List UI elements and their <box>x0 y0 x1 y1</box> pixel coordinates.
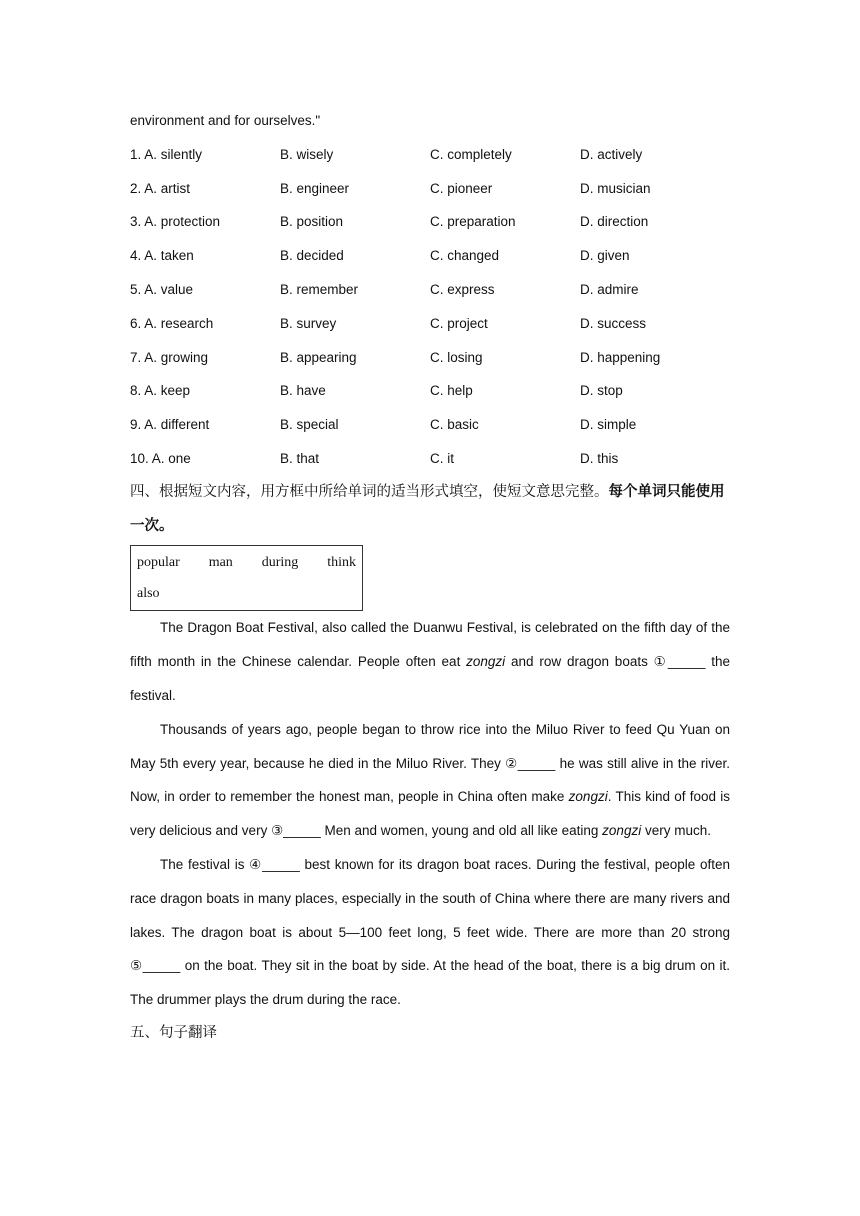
option-b[interactable]: B. decided <box>280 248 344 264</box>
option-a[interactable]: 9. A. different <box>130 417 210 433</box>
option-d[interactable]: D. happening <box>580 349 661 365</box>
option-b[interactable]: B. engineer <box>280 180 350 196</box>
option-b[interactable]: B. position <box>280 214 344 230</box>
option-row <box>130 138 730 172</box>
option-d[interactable]: D. this <box>580 450 619 466</box>
option-c[interactable]: C. pioneer <box>430 180 493 196</box>
option-a[interactable]: 5. A. value <box>130 281 194 297</box>
option-c[interactable]: C. express <box>430 281 495 297</box>
section4-instruction: 四、根据短文内容，用方框中所给单词的适当形式填空，使短文意思完整。 <box>130 483 609 500</box>
option-row <box>130 273 730 307</box>
option-d[interactable]: D. musician <box>580 180 651 196</box>
blank-5[interactable]: ⑤_____ <box>130 958 181 974</box>
blank-4[interactable]: ④_____ <box>249 856 300 872</box>
option-row <box>130 172 730 206</box>
option-a[interactable]: 6. A. research <box>130 315 214 331</box>
option-a[interactable]: 7. A. growing <box>130 349 209 365</box>
option-d[interactable]: D. actively <box>580 146 643 162</box>
document-page <box>130 104 730 1051</box>
option-d[interactable]: D. success <box>580 315 647 331</box>
option-c[interactable]: C. project <box>430 315 488 331</box>
option-a[interactable]: 1. A. silently <box>130 146 203 162</box>
option-a[interactable]: 10. A. one <box>130 450 191 466</box>
option-b[interactable]: B. survey <box>280 315 337 331</box>
passage-paragraph-3: The festival is ④_____ best known for its dragon boat races. During the festival, people often race dragon boats in many places, especially in the south of China where there are many rivers and lakes. The dragon boat is about 5—100 feet long, 5 feet wide. There are more than 20 strong ⑤_____ on the boat. They sit in the boat by side. At the head of the boat, there is a big drum on it. The drummer plays the drum during the race. <box>130 856 730 1008</box>
word-item: man <box>208 555 233 571</box>
option-row <box>130 374 730 408</box>
option-d[interactable]: D. admire <box>580 281 639 297</box>
passage-paragraph-2: Thousands of years ago, people began to throw rice into the Miluo River to feed Qu Yuan on May 5th every year, because he died in the Miluo River. They ②_____ he was still alive in the river. Now, in order to remember the honest man, people in China often make zongzi. This kind of food is very delicious and very ③_____ Men and women, young and old all like eating zongzi very much. <box>130 721 730 839</box>
blank-3[interactable]: ③_____ <box>271 823 321 839</box>
option-row <box>130 408 730 442</box>
passage-paragraph-1: The Dragon Boat Festival, also called the Duanwu Festival, is celebrated on the fifth day of the fifth month in the Chinese calendar. People often eat zongzi and row dragon boats ①_____ the festival. <box>130 620 730 703</box>
option-a[interactable]: 4. A. taken <box>130 248 194 264</box>
option-a[interactable]: 8. A. keep <box>130 383 191 399</box>
options-list <box>130 138 730 476</box>
option-a[interactable]: 2. A. artist <box>130 180 191 196</box>
option-d[interactable]: D. direction <box>580 214 649 230</box>
section4-instruction-bold: 每个单词只能使用一次。 <box>130 483 725 534</box>
section4-heading <box>130 476 730 544</box>
option-row <box>130 239 730 273</box>
word-box-row2 <box>137 579 356 612</box>
option-b[interactable]: B. special <box>280 417 339 433</box>
option-b[interactable]: B. have <box>280 383 326 399</box>
option-row <box>130 205 730 239</box>
option-c[interactable]: C. help <box>430 383 473 399</box>
option-row <box>130 341 730 375</box>
option-row <box>130 442 730 476</box>
word-box-row1 <box>137 546 356 579</box>
word-item: also <box>137 586 160 602</box>
word-item: think <box>327 555 356 571</box>
option-c[interactable]: C. completely <box>430 146 512 162</box>
word-item: during <box>261 555 299 571</box>
section5-title: 五、句子翻译 <box>130 1024 217 1041</box>
option-d[interactable]: D. simple <box>580 417 637 433</box>
option-a[interactable]: 3. A. protection <box>130 214 221 230</box>
option-c[interactable]: C. preparation <box>430 214 516 230</box>
option-c[interactable]: C. losing <box>430 349 483 365</box>
intro-line: environment and for ourselves." <box>130 113 321 128</box>
word-item: popular <box>137 555 180 571</box>
option-c[interactable]: C. changed <box>430 248 500 264</box>
option-b[interactable]: B. wisely <box>280 146 334 162</box>
blank-1[interactable]: ①_____ <box>653 654 706 670</box>
option-row <box>130 307 730 341</box>
option-c[interactable]: C. it <box>430 450 455 466</box>
option-b[interactable]: B. appearing <box>280 349 357 365</box>
option-d[interactable]: D. given <box>580 248 630 264</box>
word-box <box>130 545 363 611</box>
blank-2[interactable]: ②_____ <box>505 755 556 771</box>
option-d[interactable]: D. stop <box>580 383 623 399</box>
option-b[interactable]: B. remember <box>280 281 359 297</box>
option-b[interactable]: B. that <box>280 450 320 466</box>
option-c[interactable]: C. basic <box>430 417 479 433</box>
